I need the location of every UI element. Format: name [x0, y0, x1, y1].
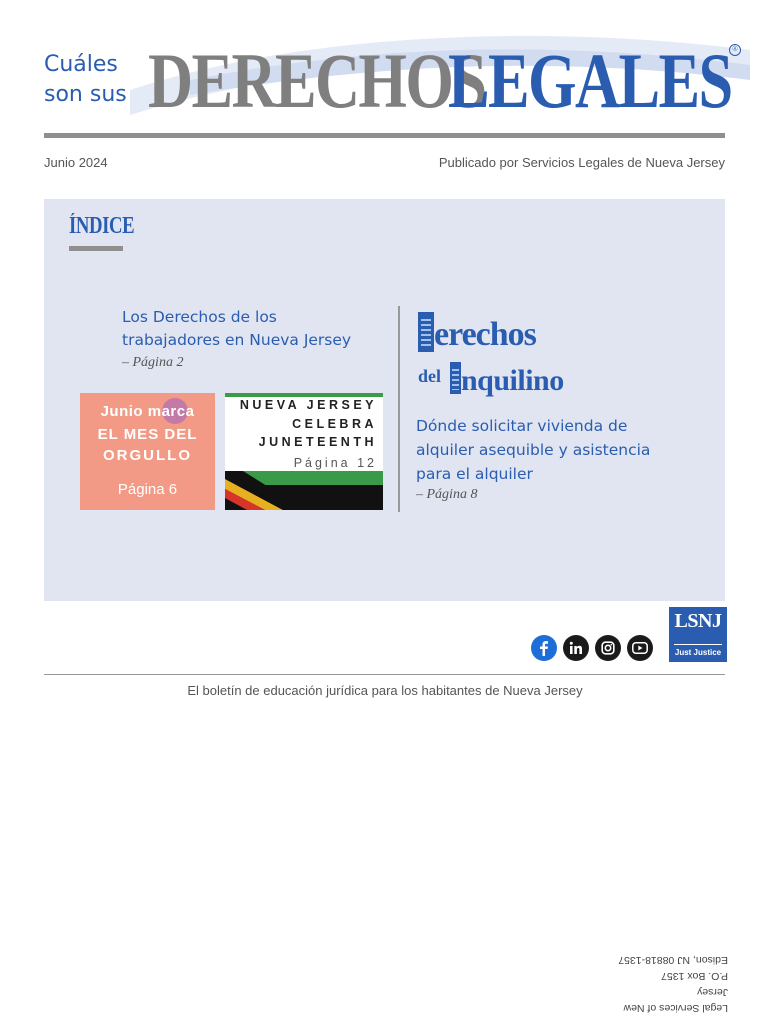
instagram-icon[interactable] [595, 635, 621, 661]
lsnj-logo-tagline: Just Justice [674, 648, 722, 657]
index-heading: ÍNDICE [69, 213, 135, 239]
juneteenth-line1: NUEVA JERSEY [239, 398, 377, 412]
tenant-logo-word2: nquilino [461, 364, 564, 397]
masthead-prefix-line2: son sus [44, 82, 127, 107]
lsnj-logo[interactable] [669, 607, 727, 662]
masthead-prefix-line1: Cuáles [44, 52, 118, 77]
facebook-icon[interactable] [531, 635, 557, 661]
masthead-title-legales: LEGALES [448, 37, 732, 124]
tenant-logo-del: del [418, 366, 442, 386]
address-line3: Edison, NJ 08818-1357 [618, 954, 728, 966]
juneteenth-page: Página 12 [293, 456, 377, 470]
article-workers-rights-page: – Página 2 [122, 355, 184, 370]
juneteenth-top-bar [225, 393, 383, 397]
masthead-title-derechos: DERECHOS [148, 37, 486, 124]
newsletter-tagline: El boletín de educación jurídica para los habitantes de Nueva Jersey [187, 683, 583, 698]
article-workers-rights-title[interactable]: Los Derechos de los trabajadores en Nueva Jersey [122, 308, 352, 349]
juneteenth-line3: JUNETEENTH [258, 435, 377, 449]
building-small-icon [450, 362, 461, 394]
youtube-icon[interactable] [627, 635, 653, 661]
article-housing-page: – Página 8 [416, 487, 478, 502]
footer-rule [44, 674, 725, 675]
juneteenth-flag-stripes [225, 471, 383, 510]
registered-mark: ® [729, 44, 741, 56]
index-column-divider [398, 306, 400, 512]
linkedin-icon[interactable] [563, 635, 589, 661]
pride-month-tile[interactable] [80, 393, 215, 510]
pride-line2: EL MES DEL [97, 426, 198, 443]
index-heading-underline [69, 246, 123, 251]
masthead-prefix [44, 50, 127, 110]
building-icon [418, 312, 434, 352]
lsnj-logo-name: LSNJ [674, 610, 722, 632]
address-line2: P.O. Box 1357 [661, 970, 728, 982]
pride-line3: ORGULLO [103, 447, 192, 464]
publisher-line: Publicado por Servicios Legales de Nueva Jersey [438, 155, 725, 170]
masthead-title [148, 36, 732, 126]
mailing-address [598, 952, 728, 1016]
pride-line1: Junio marca [100, 403, 195, 420]
tenant-logo-word1: erechos [434, 316, 536, 353]
juneteenth-tile[interactable] [225, 393, 383, 510]
address-line1: Legal Services of New Jersey [623, 986, 728, 1014]
pride-page: Página 6 [117, 481, 178, 498]
lsnj-logo-divider [674, 644, 722, 645]
masthead-rule [44, 133, 725, 138]
article-housing-title[interactable]: Dónde solicitar vivienda de alquiler asequible y asistencia para el alquiler [416, 417, 651, 483]
issue-date: Junio 2024 [44, 155, 108, 170]
social-links [531, 635, 653, 661]
juneteenth-line2: CELEBRA [292, 417, 377, 431]
